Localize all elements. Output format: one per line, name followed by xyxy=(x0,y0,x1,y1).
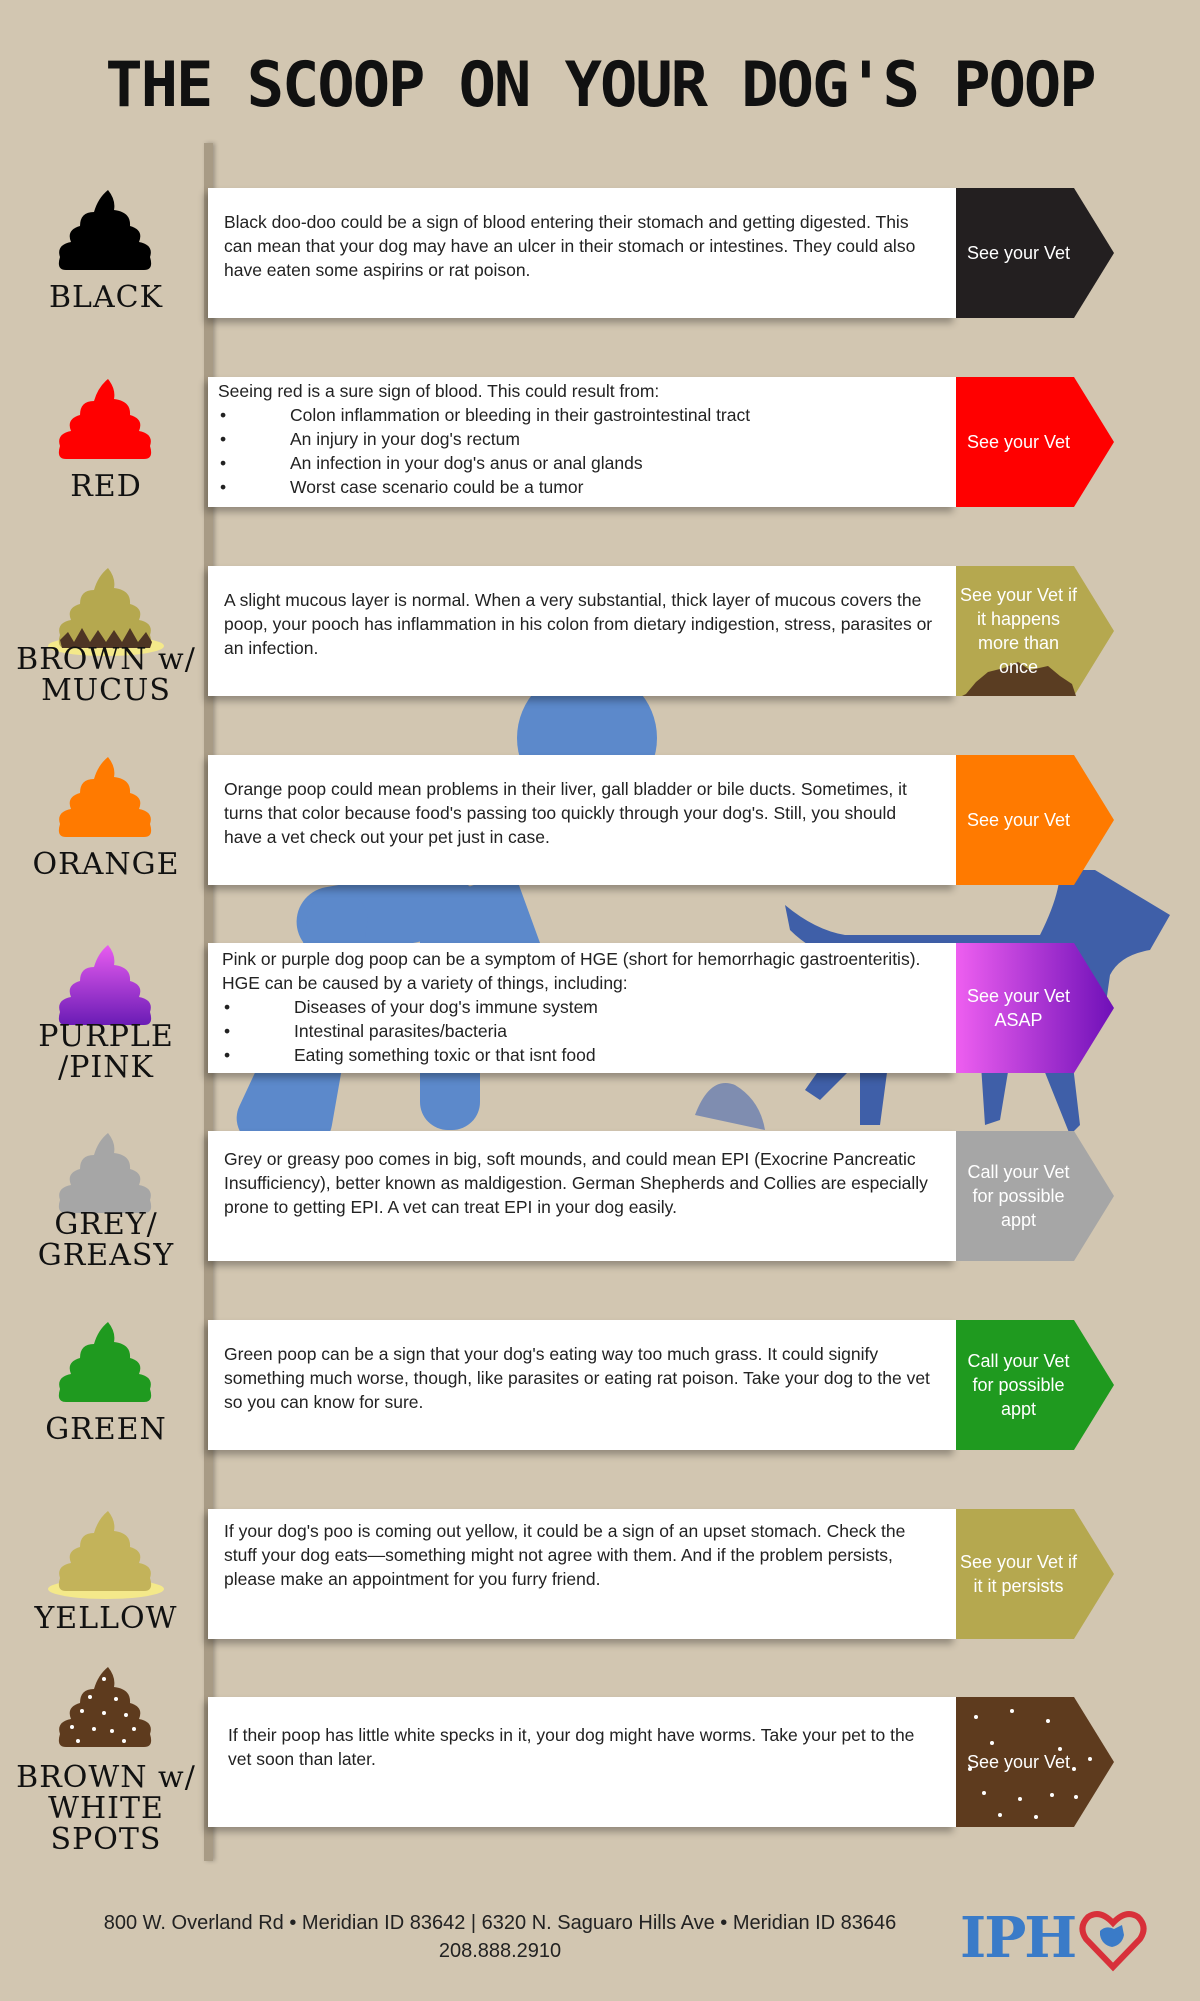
description-card xyxy=(208,188,956,318)
poop-row-purple-pink xyxy=(0,943,1200,1085)
list-item: • An infection in your dog's anus or anal glands xyxy=(218,451,928,475)
poop-row-orange xyxy=(0,755,1200,885)
footer-address: 800 W. Overland Rd • Meridian ID 83642 | 6320 N. Saguaro Hills Ave • Meridian ID 83646 xyxy=(103,1912,897,1934)
action-tag xyxy=(956,188,1114,318)
poop-row-brown-white-spots xyxy=(0,1697,1200,1857)
description-text: If your dog's poo is coming out yellow, it could be a sign of an upset stomach. Check the stuff your dog eats—something might not agree with them. And if the problem persists, please make an appointment for you furry friend. xyxy=(224,1521,906,1589)
color-label: GREEN xyxy=(45,1412,167,1447)
color-label: YELLOW xyxy=(34,1601,178,1636)
description-card xyxy=(208,377,956,507)
action-tag-text: See your Vet xyxy=(966,432,1071,452)
action-tag-text: See your Vet ASAP xyxy=(966,986,1071,1030)
poop-row-green xyxy=(0,1320,1200,1450)
red-poop-icon xyxy=(46,371,166,471)
description-card xyxy=(208,566,956,696)
color-label: BLACK xyxy=(49,280,163,315)
action-tag-text: See your Vet if it it persists xyxy=(959,1552,1078,1596)
poop-row-grey-greasy xyxy=(0,1131,1200,1273)
description-text: Black doo-doo could be a sign of blood entering their stomach and getting digested. This can mean that your dog may have an ulcer in their stomach or intestines. They could also have eaten some aspirins or rat poison. xyxy=(224,212,916,280)
poop-row-brown-mucus xyxy=(0,566,1200,708)
color-label: ORANGE xyxy=(32,847,180,882)
list-item: • Intestinal parasites/bacteria xyxy=(222,1019,932,1043)
action-tag-text: See your Vet xyxy=(966,1752,1071,1772)
action-tag xyxy=(956,377,1114,507)
action-tag xyxy=(956,1131,1114,1261)
brown-spotted-poop-icon xyxy=(46,1659,166,1759)
action-tag xyxy=(956,943,1114,1073)
description-card xyxy=(208,1131,956,1261)
orange-poop-icon xyxy=(46,749,166,849)
list-item: • An injury in your dog's rectum xyxy=(218,427,928,451)
footer-phone: 208.888.2910 xyxy=(438,1940,562,1962)
action-tag-text: See your Vet xyxy=(966,243,1071,263)
action-tag-text: Call your Vet for possible appt xyxy=(967,1162,1070,1230)
color-label: BROWN w/ WHITE SPOTS xyxy=(16,1760,196,1857)
action-tag xyxy=(956,755,1114,885)
description-card xyxy=(208,943,956,1073)
description-card xyxy=(208,1697,956,1827)
action-tag-text: Call your Vet for possible appt xyxy=(967,1351,1070,1419)
list-item: • Diseases of your dog's immune system xyxy=(222,995,932,1019)
color-label: GREY/ GREASY xyxy=(37,1207,175,1273)
description-card xyxy=(208,1320,956,1450)
description-text: Grey or greasy poo comes in big, soft mounds, and could mean EPI (Exocrine Pancreatic Insufficiency), better known as maldigestion. German Shepherds and Collies are especially prone to getting EPI. A vet can treat EPI in your dog easily. xyxy=(224,1149,928,1217)
action-tag xyxy=(956,1509,1114,1639)
description-intro: Seeing red is a sure sign of blood. This could result from: xyxy=(218,381,660,401)
yellow-poop-icon xyxy=(38,1503,174,1603)
description-text xyxy=(222,947,932,1067)
action-tag xyxy=(956,1320,1114,1450)
logo-text: IPH xyxy=(960,1905,1076,1971)
action-tag xyxy=(956,566,1114,696)
list-item: • Worst case scenario could be a tumor xyxy=(218,475,928,499)
cause-list xyxy=(218,403,928,499)
page-title: THE SCOOP ON YOUR DOG'S POOP xyxy=(105,48,1095,121)
poop-row-black xyxy=(0,188,1200,318)
description-text xyxy=(218,379,928,499)
color-label: BROWN w/ MUCUS xyxy=(16,642,196,708)
action-tag-text: See your Vet if it happens more than once xyxy=(959,585,1078,677)
description-card xyxy=(208,1509,956,1639)
green-poop-icon xyxy=(46,1314,166,1414)
description-text: Orange poop could mean problems in their liver, gall bladder or bile ducts. Sometimes, it turns that color because food's passing too quickly through your dog's. Still, you should have a vet check out your pet just in case. xyxy=(224,779,907,847)
heart-pet-icon xyxy=(1078,1905,1148,1975)
list-item: • Colon inflammation or bleeding in their gastrointestinal tract xyxy=(218,403,928,427)
description-text: A slight mucous layer is normal. When a very substantial, thick layer of mucous covers the poop, your pooch has inflammation in his colon from dietary indigestion, stress, parasites or an infection. xyxy=(224,590,933,658)
poop-row-red xyxy=(0,377,1200,507)
description-text: Green poop can be a sign that your dog's eating way too much grass. It could signify something much worse, though, like parasites or eating rat poison. Take your dog to the vet so you can know for sure. xyxy=(224,1344,930,1412)
description-card xyxy=(208,755,956,885)
list-item: • Eating something toxic or that isnt food xyxy=(222,1043,932,1067)
color-label: PURPLE /PINK xyxy=(38,1019,174,1085)
description-text: If their poop has little white specks in it, your dog might have worms. Take your pet to the vet soon than later. xyxy=(228,1725,915,1769)
action-tag-text: See your Vet xyxy=(966,810,1071,830)
action-tag xyxy=(956,1697,1114,1827)
color-label: RED xyxy=(70,469,142,504)
black-poop-icon xyxy=(46,182,166,282)
poop-row-yellow xyxy=(0,1509,1200,1639)
description-intro: Pink or purple dog poop can be a symptom of HGE (short for hemorrhagic gastroenteritis). HGE can be caused by a variety of things, including: xyxy=(222,949,921,993)
cause-list xyxy=(222,995,932,1067)
iph-logo xyxy=(960,1905,1160,1975)
